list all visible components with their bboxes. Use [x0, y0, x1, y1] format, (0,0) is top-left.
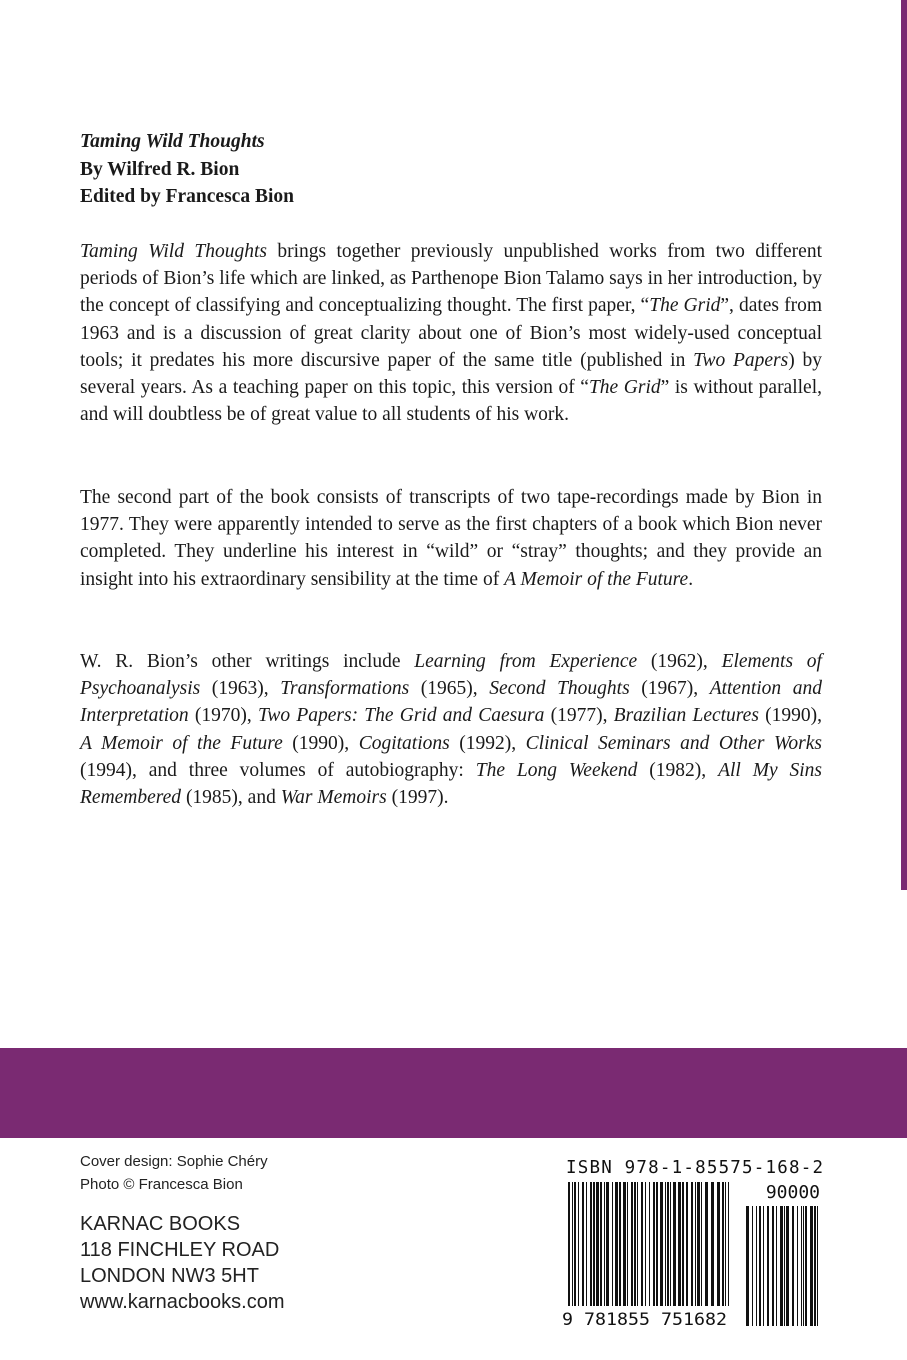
price-code-bar	[776, 1206, 777, 1326]
publisher-street: 118 FINCHLEY ROAD	[80, 1239, 280, 1261]
price-code-bar	[756, 1206, 757, 1326]
title-block	[80, 128, 825, 211]
price-code-bar	[810, 1206, 813, 1326]
italic-title-run: The Grid	[588, 377, 661, 399]
barcode-bar	[653, 1182, 655, 1306]
barcode-bar	[574, 1182, 576, 1306]
italic-title-run: Elements of Psychoanalysis	[80, 651, 822, 700]
price-code-bar	[780, 1206, 783, 1326]
barcode-bar	[686, 1182, 688, 1306]
publisher-city: LONDON NW3 5HT	[80, 1265, 259, 1287]
barcode-bar	[701, 1182, 702, 1306]
text-run: ) by several years. As a teaching paper on this topic, this version of “	[80, 349, 822, 399]
cover-credits	[80, 1150, 268, 1196]
italic-title-run: The Long Weekend	[475, 759, 638, 781]
barcode-bar	[656, 1182, 658, 1306]
price-code-bar	[786, 1206, 789, 1326]
barcode-bar	[623, 1182, 626, 1306]
italic-title-run: Learning from Experience	[414, 651, 638, 672]
publisher-address	[80, 1211, 285, 1315]
text-run: (1967),	[629, 678, 710, 700]
barcode-bar	[673, 1182, 676, 1306]
price-code-bar	[763, 1206, 764, 1326]
barcode-bar	[637, 1182, 638, 1306]
italic-title-run: War Memoirs	[280, 787, 387, 809]
italic-title-run: Brazilian Lectures	[613, 705, 759, 727]
price-code-bar	[759, 1206, 761, 1326]
text-run: W. R. Bion’s other writings include	[80, 651, 415, 672]
italic-title-run: The Grid	[649, 295, 721, 317]
barcode-bar	[728, 1182, 729, 1306]
barcode-bar	[667, 1182, 669, 1306]
italic-title-run: Clinical Seminars and Other Works	[525, 732, 822, 754]
description-paragraph-2	[80, 484, 822, 593]
price-code-bar	[805, 1206, 807, 1326]
price-code-text: 90000	[765, 1182, 820, 1203]
barcode-bar	[631, 1182, 633, 1306]
italic-title-run: All My Sins Remembered	[80, 759, 823, 809]
spine-edge-strip	[901, 0, 907, 890]
barcode-bar	[670, 1182, 671, 1306]
publisher-name: KARNAC BOOKS	[80, 1213, 241, 1235]
barcode-bar	[586, 1182, 587, 1306]
text-run: ”, dates from 1963 and is a discussion of great clarity about one of Bion’s most widely-used conceptual tools; it predates his more discursive paper of the same title (published in	[80, 295, 822, 371]
text-run: (1970),	[188, 705, 258, 727]
ean-bars	[568, 1182, 729, 1306]
text-run: .	[688, 568, 694, 590]
italic-title-run: A Memoir of the Future	[504, 568, 689, 590]
barcode-bar	[682, 1182, 684, 1306]
isbn-barcode	[560, 1180, 825, 1330]
text-run: (1990),	[282, 732, 359, 754]
purple-band	[0, 1048, 907, 1138]
barcode-bar	[615, 1182, 618, 1306]
text-run: (1990),	[758, 705, 822, 727]
barcode-bar	[568, 1182, 570, 1306]
text-run: (1963),	[200, 678, 281, 700]
text-run: brings together previously unpublished works from two different periods of Bion’s life which are linked, as Parthenope Bion Talamo says in her introduction, by the concept of classifying and conceptualizing thought. The first paper, “	[80, 241, 822, 317]
barcode-bar	[678, 1182, 681, 1306]
text-run: (1985), and	[181, 787, 281, 809]
barcode-bar	[600, 1182, 602, 1306]
italic-title-run: Transformations	[280, 678, 410, 700]
cover-design-credit: Cover design: Sophie Chéry	[80, 1153, 268, 1170]
barcode-bar	[612, 1182, 613, 1306]
barcode-bar	[695, 1182, 696, 1306]
italic-title-run: Attention and Interpretation	[80, 678, 822, 727]
text-run: (1977),	[544, 705, 614, 727]
author-line: By Wilfred R. Bion	[80, 158, 240, 180]
barcode-bar	[627, 1182, 628, 1306]
price-code-bar	[772, 1206, 774, 1326]
barcode-bar	[634, 1182, 636, 1306]
price-code-bar	[752, 1206, 753, 1326]
italic-title-run: Second Thoughts	[489, 678, 630, 700]
barcode-bar	[572, 1182, 573, 1306]
barcode-bar	[649, 1182, 650, 1306]
barcode-bar	[578, 1182, 579, 1306]
barcode-bar	[660, 1182, 663, 1306]
barcode-bar	[705, 1182, 708, 1306]
barcode-bar	[725, 1182, 726, 1306]
barcode-bar	[665, 1182, 666, 1306]
text-run: (1965),	[409, 678, 490, 700]
text-run: (1997).	[386, 787, 449, 809]
text-run: (1962),	[637, 651, 722, 672]
barcode-bar	[590, 1182, 592, 1306]
other-writings-paragraph	[80, 648, 822, 811]
italic-title-run: A Memoir of the Future	[80, 732, 283, 754]
italic-title-run: Two Papers: The Grid and Caesura	[257, 705, 545, 727]
isbn-label: ISBN 978-1-85575-168-2	[566, 1158, 825, 1178]
price-code-bar	[817, 1206, 818, 1326]
barcode-bar	[604, 1182, 605, 1306]
ean-digits-text: 9 781855 751682	[562, 1310, 727, 1329]
book-title: Taming Wild Thoughts	[80, 131, 265, 152]
text-run: The second part of the book consists of transcripts of two tape-recordings made by Bion in 1977. They were apparently intended to serve as the first chapters of a book which Bion never completed. They underline his interest in “wild” or “stray” thoughts; and they provide an insight into his extraordinary sensibility at the time of	[80, 487, 822, 590]
photo-credit: Photo © Francesca Bion	[80, 1176, 243, 1193]
barcode-bar	[645, 1182, 646, 1306]
text-run: (1994), and three volumes of autobiography:	[80, 759, 476, 781]
price-code-bars	[746, 1206, 818, 1326]
barcode-bar	[619, 1182, 621, 1306]
editor-line: Edited by Francesca Bion	[80, 186, 294, 207]
publisher-website: www.karnacbooks.com	[80, 1291, 285, 1313]
text-run: (1992),	[449, 732, 526, 754]
price-code-bar	[746, 1206, 749, 1326]
price-code-bar	[814, 1206, 816, 1326]
italic-title-run: Cogitations	[358, 732, 450, 754]
barcode-bar	[697, 1182, 700, 1306]
barcode-bar	[641, 1182, 643, 1306]
barcode-bar	[691, 1182, 693, 1306]
barcode-bar	[593, 1182, 595, 1306]
price-code-bar	[784, 1206, 785, 1326]
price-code-bar	[801, 1206, 802, 1326]
price-code-bar	[792, 1206, 794, 1326]
price-code-bar	[803, 1206, 804, 1326]
barcode-bar	[711, 1182, 714, 1306]
text-run: (1982),	[637, 759, 719, 781]
text-run: ” is without parallel, and will doubtless be of great value to all students of his work.	[80, 377, 822, 426]
barcode-bar	[722, 1182, 724, 1306]
italic-title-run: Taming Wild Thoughts	[80, 241, 267, 262]
barcode-bar	[606, 1182, 609, 1306]
price-code-bar	[767, 1206, 769, 1326]
barcode-bar	[717, 1182, 720, 1306]
barcode-bar	[582, 1182, 584, 1306]
price-code-bar	[797, 1206, 798, 1326]
description-paragraph-1	[80, 238, 822, 428]
italic-title-run: Two Papers	[693, 349, 789, 371]
barcode-bar	[596, 1182, 599, 1306]
